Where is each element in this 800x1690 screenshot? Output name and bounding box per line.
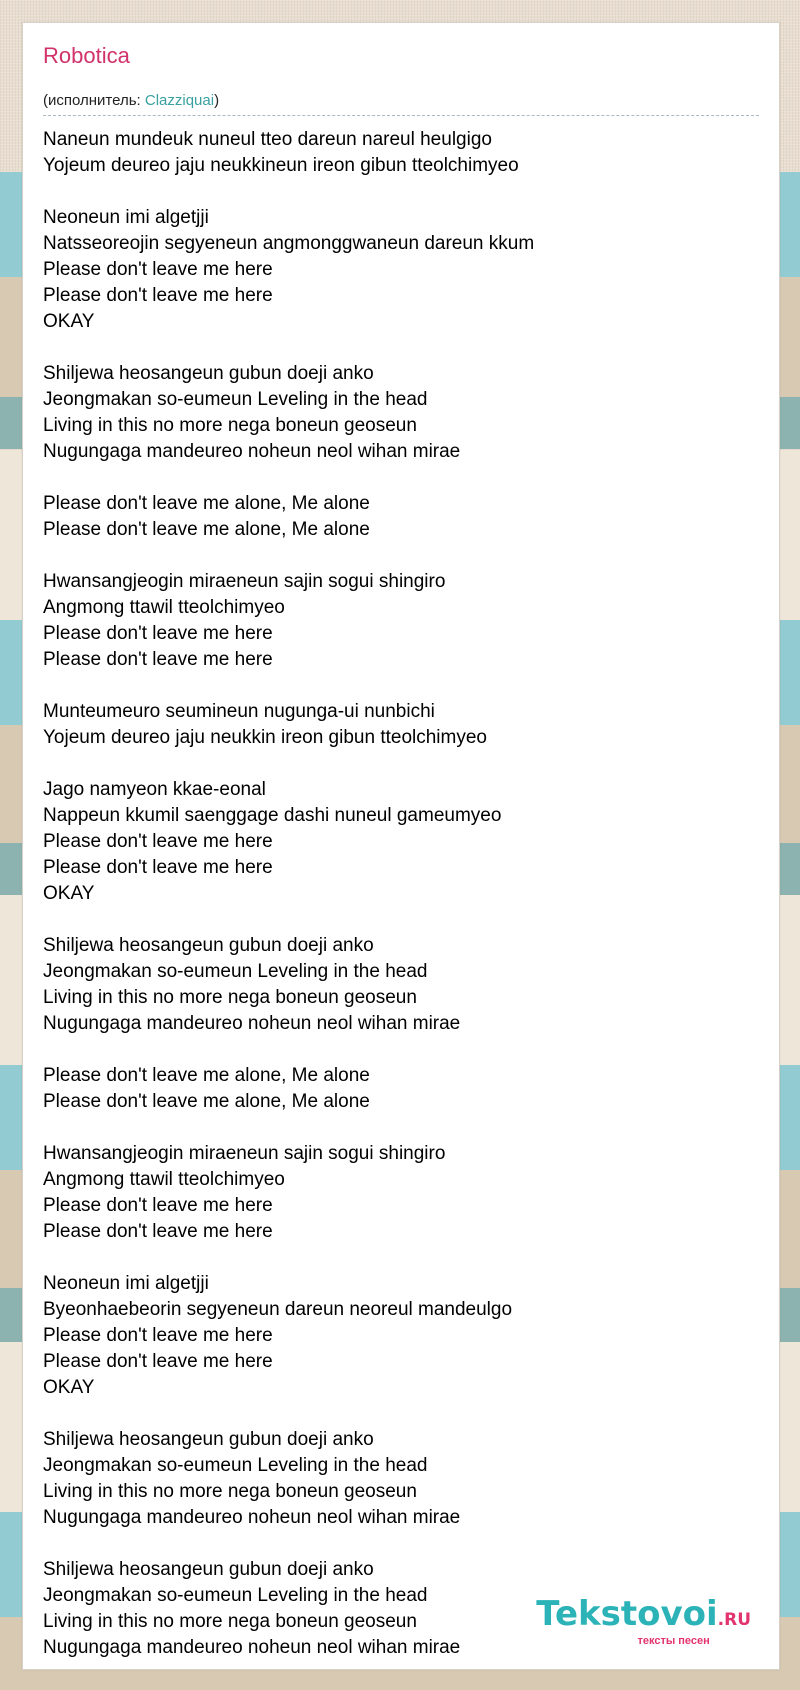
lyric-line: Please don't leave me alone, Me alone — [43, 1065, 370, 1086]
lyrics-stanza — [43, 777, 759, 907]
lyric-line: Please don't leave me alone, Me alone — [43, 1091, 370, 1112]
lyric-line: Shiljewa heosangeun gubun doeji anko — [43, 1429, 374, 1450]
lyric-line: Yojeum deureo jaju neukkineun ireon gibun tteolchimyeo — [43, 155, 519, 176]
lyrics-stanza — [43, 361, 759, 465]
lyric-line: Living in this no more nega boneun geoseun — [43, 1611, 417, 1632]
lyric-line: Jeongmakan so-eumeun Leveling in the head — [43, 961, 428, 982]
lyric-line: OKAY — [43, 1377, 95, 1398]
lyric-line: Angmong ttawil tteolchimyeo — [43, 597, 285, 618]
lyric-line: Please don't leave me here — [43, 649, 273, 670]
site-logo[interactable] — [536, 1594, 751, 1647]
lyric-line: Nappeun kkumil saenggage dashi nuneul gameumyeo — [43, 805, 502, 826]
title-divider — [43, 115, 759, 116]
lyric-line: Living in this no more nega boneun geoseun — [43, 1481, 417, 1502]
lyric-line: Byeonhaebeorin segyeneun dareun neoreul mandeulgo — [43, 1299, 513, 1320]
lyric-line: Munteumeuro seumineun nugunga-ui nunbichi — [43, 701, 435, 722]
page-title: Robotica — [43, 43, 130, 68]
lyric-line: Please don't leave me alone, Me alone — [43, 519, 370, 540]
lyric-line: Please don't leave me here — [43, 1221, 273, 1242]
lyrics-stanza — [43, 569, 759, 673]
lyric-line: Naneun mundeuk nuneul tteo dareun nareul heulgigo — [43, 129, 492, 150]
lyric-line: Living in this no more nega boneun geoseun — [43, 415, 417, 436]
lyric-line: Nugungaga mandeureo noheun neol wihan mirae — [43, 441, 461, 462]
lyric-line: Living in this no more nega boneun geoseun — [43, 987, 417, 1008]
lyric-line: Nugungaga mandeureo noheun neol wihan mirae — [43, 1013, 461, 1034]
lyric-line: Please don't leave me here — [43, 285, 273, 306]
lyric-line: Please don't leave me alone, Me alone — [43, 493, 370, 514]
lyrics-stanza — [43, 933, 759, 1037]
lyric-line: Jeongmakan so-eumeun Leveling in the head — [43, 1585, 428, 1606]
lyric-line: Nugungaga mandeureo noheun neol wihan mirae — [43, 1637, 461, 1658]
lyrics-body — [43, 127, 759, 1687]
lyrics-stanza — [43, 1063, 759, 1115]
lyric-line: Shiljewa heosangeun gubun doeji anko — [43, 1559, 374, 1580]
lyric-line: Please don't leave me here — [43, 259, 273, 280]
lyric-line: Angmong ttawil tteolchimyeo — [43, 1169, 285, 1190]
lyric-line: Hwansangjeogin miraeneun sajin sogui shingiro — [43, 1143, 446, 1164]
lyric-line: Please don't leave me here — [43, 1325, 273, 1346]
logo-wordmark — [536, 1594, 751, 1637]
lyric-line: Jeongmakan so-eumeun Leveling in the head — [43, 389, 428, 410]
lyric-line: Shiljewa heosangeun gubun doeji anko — [43, 363, 374, 384]
lyric-line: Please don't leave me here — [43, 857, 273, 878]
lyric-line: Neoneun imi algetjji — [43, 207, 209, 228]
lyric-line: Hwansangjeogin miraeneun sajin sogui shingiro — [43, 571, 446, 592]
lyrics-stanza — [43, 1271, 759, 1401]
lyric-line: Please don't leave me here — [43, 1195, 273, 1216]
artist-prefix: (исполнитель: — [43, 92, 145, 109]
artist-suffix: ) — [214, 92, 220, 109]
lyric-line: Jeongmakan so-eumeun Leveling in the head — [43, 1455, 428, 1476]
lyrics-card — [22, 22, 780, 1670]
logo-tld: .RU — [717, 1610, 751, 1630]
lyric-line: Natsseoreojin segyeneun angmonggwaneun dareun kkum — [43, 233, 535, 254]
lyrics-stanza — [43, 491, 759, 543]
lyric-line: Please don't leave me here — [43, 1351, 273, 1372]
lyric-line: Please don't leave me here — [43, 831, 273, 852]
lyric-line: Jago namyeon kkae-eonal — [43, 779, 266, 800]
lyric-line: OKAY — [43, 883, 95, 904]
lyric-line: Shiljewa heosangeun gubun doeji anko — [43, 935, 374, 956]
lyrics-stanza — [43, 1427, 759, 1531]
lyric-line: Please don't leave me here — [43, 623, 273, 644]
lyrics-stanza — [43, 699, 759, 751]
artist-line — [43, 92, 219, 110]
artist-link[interactable]: Clazziquai — [144, 92, 215, 109]
lyrics-stanza — [43, 205, 759, 335]
logo-main-text: Tekstovoi — [536, 1594, 718, 1634]
lyric-line: OKAY — [43, 311, 95, 332]
lyrics-stanza — [43, 1141, 759, 1245]
lyric-line: Neoneun imi algetjji — [43, 1273, 209, 1294]
logo-tagline: тексты песен — [637, 1635, 710, 1647]
lyrics-stanza — [43, 127, 759, 179]
lyric-line: Yojeum deureo jaju neukkin ireon gibun tteolchimyeo — [43, 727, 487, 748]
lyric-line: Nugungaga mandeureo noheun neol wihan mirae — [43, 1507, 461, 1528]
